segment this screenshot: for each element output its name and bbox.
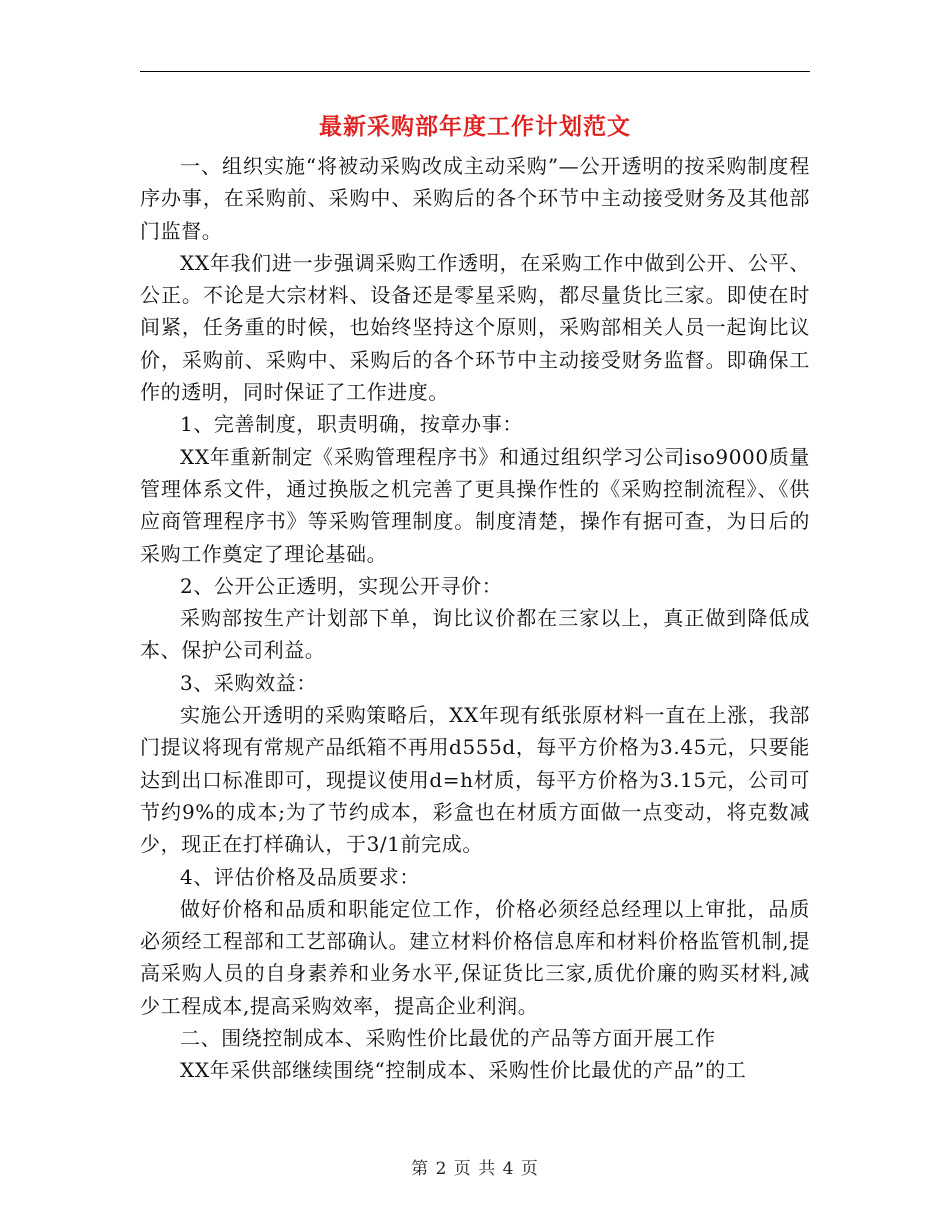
- paragraph: 做好价格和品质和职能定位工作，价格必须经总经理以上审批，品质必须经工程部和工艺部确认。建立材料价格信息库和材料价格监管机制,提高采购人员的自身素养和业务水平,保证货比三家,质优价廉的购买材料,减少工程成本,提高采购效率，提高企业利润。: [140, 896, 810, 1018]
- paragraph: 实施公开透明的采购策略后，XX年现有纸张原材料一直在上涨，我部门提议将现有常规产品纸箱不再用d555d，每平方价格为3.45元，只要能达到出口标准即可，现提议使用d=h材质，每平方价格为3.15元，公司可节约9%的成本;为了节约成本，彩盒也在材质方面做一点变动，将克数减少，现正在打样确认，于3/1前完成。: [140, 703, 810, 857]
- paragraph: XX年重新制定《采购管理程序书》和通过组织学习公司iso9000质量管理体系文件，通过换版之机完善了更具操作性的《采购控制流程》、《供应商管理程序书》等采购管理制度。制度清楚，操作有据可查，为日后的采购工作奠定了理论基础。: [140, 444, 810, 566]
- section-heading: 4、评估价格及品质要求：: [180, 864, 420, 889]
- document-title: 最新采购部年度工作计划范文: [319, 113, 631, 140]
- paragraph: XX年我们进一步强调采购工作透明，在采购工作中做到公开、公平、公正。不论是大宗材料、设备还是零星采购，都尽量货比三家。即使在时间紧，任务重的时候，也始终坚持这个原则，采购部相关人员一起询比议价，采购前、采购中、采购后的各个环节中主动接受财务监督。即确保工作的透明，同时保证了工作进度。: [140, 250, 810, 405]
- section-heading: 二、围绕控制成本、采购性价比最优的产品等方面开展工作: [180, 1026, 716, 1051]
- paragraph: 一、组织实施“将被动采购改成主动采购”—公开透明的按采购制度程序办事，在采购前、采购中、采购后的各个环节中主动接受财务及其他部门监督。: [140, 154, 810, 243]
- section-heading: 3、采购效益：: [180, 670, 317, 695]
- paragraph: 采购部按生产计划部下单，询比议价都在三家以上，真正做到降低成本、保护公司利益。: [140, 606, 810, 663]
- section-heading: 2、公开公正透明，实现公开寻价：: [180, 573, 503, 598]
- page-footer: 第 2 页 共 4 页: [411, 1159, 539, 1179]
- header-rule: [140, 71, 810, 72]
- section-heading: 1、完善制度，职责明确，按章办事：: [180, 412, 523, 437]
- paragraph: XX年采供部继续围绕“控制成本、采购性价比最优的产品”的工: [180, 1058, 747, 1083]
- document-body: [140, 150, 810, 1087]
